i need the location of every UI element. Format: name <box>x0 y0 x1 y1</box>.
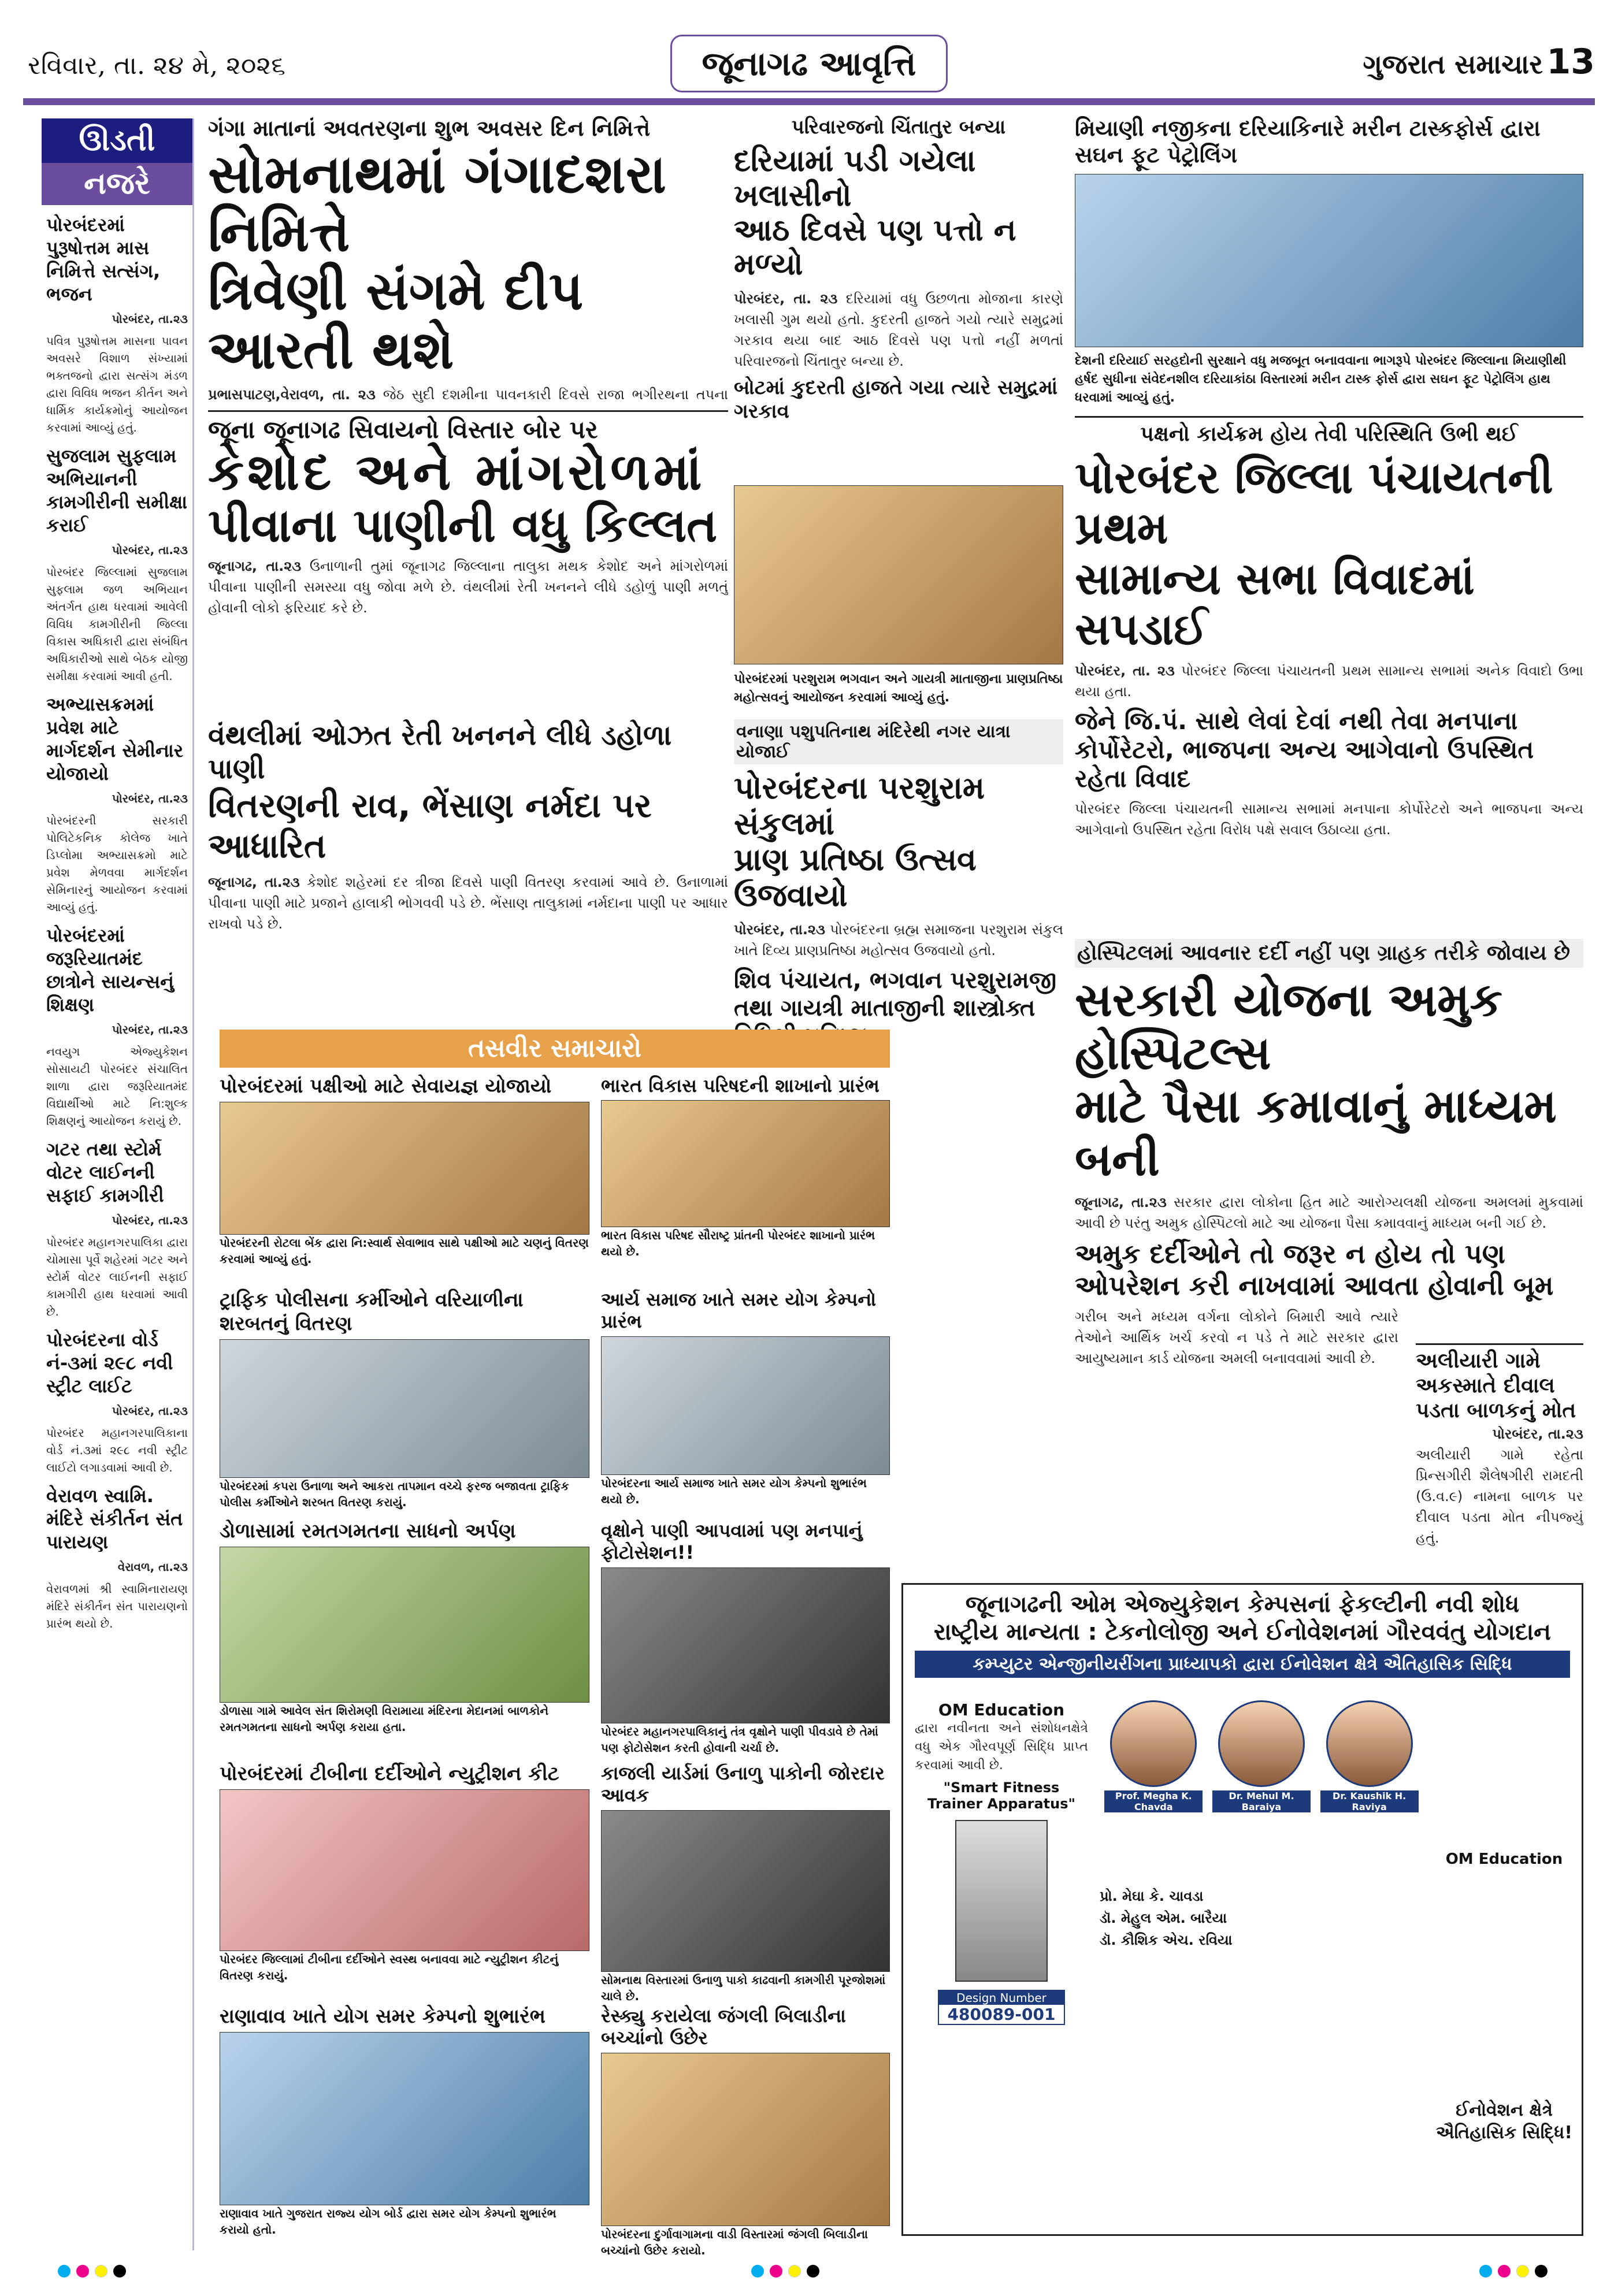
om-name: પ્રો. મેઘા કે. ચાવડા <box>1100 1888 1204 1904</box>
tasvir-middle-column <box>601 1075 890 2265</box>
story-headline: ત્રિવેણી સંગમે દીપ આરતી થશે <box>208 260 584 381</box>
tasvir-item <box>601 1075 890 1288</box>
tasvir-section-bar: તસવીર સમાચારો <box>220 1030 890 1068</box>
tasvir-item <box>601 1288 890 1519</box>
story-body <box>1075 660 1583 702</box>
tasvir-caption: પોરબંદરના આર્ય સમાજ ખાતે સમર યોગ કેમ્પનો શુભારંભ થયો છે. <box>601 1476 867 1506</box>
page-number: 13 <box>1546 42 1595 82</box>
yellow-dot <box>95 2265 107 2278</box>
sidebar-item <box>46 1328 188 1476</box>
tasvir-caption: પોરબંદરના દુર્ગાવાગામના વાડી વિસ્તારમાં જંગલી બિલાડીના બચ્ચાંનો ઉછેર કરાયો. <box>601 2227 868 2257</box>
tasvir-caption: રાણાવાવ ખાતે ગુજરાત રાજ્ય યોગ બોર્ડ દ્વારા સમર યોગ કેમ્પનો શુભારંભ કરાયો હતો. <box>220 2206 556 2236</box>
photo-yoga-camp <box>220 2032 589 2205</box>
story-headline: અલીયારી ગામે અકસ્માતે દીવાલ પડતા બાળકનું મોત <box>1416 1349 1576 1423</box>
story-text: અલીયારી ગામે રહેતા પ્રિન્સગીરી શૈલેષગીરી રામદતી (ઉ.વ.૯) નામના બાળક પર દીવાલ પડતા મોત નીપજ્યું હતું. <box>1416 1446 1583 1546</box>
photo-playground <box>220 1547 589 1703</box>
story-text: પોરબંદર જિલ્લા પંચાયતની સામાન્ય સભામાં મનપાના કોર્પોરેટરો અને ભાજપના અન્ય આગેવાનો ઉપસ્થિત રહેતા વિરોધ પક્ષે સવાલ ઉઠાવ્યા હતા. <box>1075 800 1583 838</box>
story-kicker: ગંગા માતાનાં અવતરણના શુભ અવસર દિન નિમિત્તે <box>208 116 651 141</box>
sidebar-item-head: સુજલામ સુફલામ અભિયાનની કામગીરીની સમીક્ષા કરાઈ <box>46 445 188 536</box>
print-dots-left <box>58 2265 126 2278</box>
tasvir-item <box>220 1075 589 1288</box>
om-left-title: OM Education <box>938 1700 1065 1719</box>
tasvir-title: કાજલી યાર્ડમાં ઉનાળુ પાકોની જોરદાર આવક <box>601 1762 885 1807</box>
design-number: 480089-001 <box>947 2005 1056 2024</box>
story-dateline: જૂનાગઢ, તા.૨૩ <box>1075 1194 1167 1210</box>
sidebar-item-text: વેરાવળમાં શ્રી સ્વામિનારાયણ મંદિરે સંકીર્તન સંત પારાયણનો પ્રારંભ થયો છે. <box>46 1582 188 1630</box>
sidebar-item-text: પોરબંદરની સરકારી પોલિટેકનિક કોલેજ ખાતે ડિપ્લોમા અભ્યાસક્રમો માટે પ્રવેશ મેળવવા માર્ગદર્શન સેમિનારનું આયોજન કરવામાં આવ્યું હતું. <box>46 813 188 914</box>
cyan-dot <box>58 2265 70 2278</box>
story-headline: દરિયામાં પડી ગયેલા ખલાસીનો <box>734 144 976 213</box>
photo-market-yard <box>601 1810 890 1972</box>
cyan-dot <box>751 2265 764 2278</box>
story-headline: પોરબંદર જિલ્લા પંચાયતની પ્રથમ <box>1075 452 1553 554</box>
sidebar-badge-top: ઊડતી <box>42 118 192 163</box>
story-kicker: જૂના જૂનાગઢ સિવાયનો વિસ્તાર બોર પર <box>208 415 598 444</box>
sidebar-item-head: અભ્યાસક્રમમાં પ્રવેશ માટે માર્ગદર્શન સેમીનાર યોજાયો <box>46 693 184 785</box>
design-number-box <box>938 1990 1065 2025</box>
apparatus-image <box>955 1820 1048 1982</box>
story-dateline: જૂનાગઢ, તા.૨૩ <box>208 874 300 891</box>
design-label: Design Number <box>939 1991 1064 2005</box>
story-text: કેશોદ શહેરમાં દર ત્રીજા દિવસે પાણી વિતરણ કરવામાં આવે છે. ઉનાળામાં પીવાના પાણી માટે પ્રજાને હાલાકી ભોગવવી પડે છે. ભેંસાણ તાલુકામાં નર્મદાના પાણી પર આધાર રાખવો પડે છે. <box>208 874 728 932</box>
sidebar-item-text: પવિત્ર પુરૂષોત્તમ માસના પાવન અવસરે વિશાળ સંખ્યામાં ભક્તજનો દ્વારા સત્સંગ મંડળ દ્વારા વિવિધ ભજન કીર્તન અને ધાર્મિક કાર્યક્રમોનું આયોજન કરવામાં આવ્યું હતું. <box>46 334 188 434</box>
sidebar-item-text: નવયુગ એજ્યુકેશન સોસાયટી પોરબંદર સંચાલિત શાળા દ્વારા જરૂરિયાતમંદ વિદ્યાર્થીઓ માટે નિ:શુલ્ક શિક્ષણનું આયોજન કરાયું છે. <box>46 1045 188 1128</box>
sidebar-item-head: પોરબંદરના વોર્ડ નં-૩માં ૨૯૮ નવી સ્ટ્રીટ લાઈટ <box>46 1329 173 1397</box>
magenta-dot <box>76 2265 89 2278</box>
sidebar-item-head: વેરાવળ સ્વામિ. મંદિરે સંકીર્તન સંત પારાયણ <box>46 1485 183 1553</box>
person-card <box>1104 1700 1203 1874</box>
story-hospital <box>1075 939 1583 1557</box>
sidebar-item-dateline: પોરબંદર, તા.૨૩ <box>112 543 188 557</box>
print-dots-right <box>1479 2265 1548 2278</box>
story-body <box>208 556 728 618</box>
person-name: Dr. Mehul M. Baraiya <box>1212 1790 1311 1812</box>
story-kicker: હોસ્પિટલમાં આવનાર દર્દી નહીં પણ ગ્રાહક તરીકે જોવાય છે <box>1075 939 1583 968</box>
story-headline: કેશોદ અને માંગરોળમાં <box>208 442 706 501</box>
person-card <box>1320 1700 1419 1874</box>
tasvir-caption: પોરબંદરમાં કપરા ઉનાળા અને આકરા તાપમાન વચ્ચે ફરજ બજાવતા ટ્રાફિક પોલીસ કર્મીઓને શરબત વિતરણ કરાયું. <box>220 1478 569 1509</box>
magenta-dot <box>1498 2265 1511 2278</box>
story-dateline: પોરબંદર, તા.૨૩ <box>734 922 826 938</box>
story-text: પોરબંદર જિલ્લા પંચાયતની પ્રથમ સામાન્ય સભામાં અનેક વિવાદો ઉભા થયા હતા. <box>1075 662 1583 700</box>
tasvir-item <box>220 1762 589 2005</box>
story-subhead: શિવ પંચાયત, ભગવાન પરશુરામજી તથા ગાયત્રી માતાજીની શાસ્ત્રોક્ત <box>734 967 1057 1022</box>
black-dot <box>807 2265 819 2278</box>
sidebar-item-dateline: પોરબંદર, તા.૨૩ <box>112 1404 188 1418</box>
story-subhead: જેને જિ.પં. સાથે લેવાં દેવાં નથી તેવા મનપાના કોર્પોરેટરો, ભાજપના અન્ય આગેવાનો ઉપસ્થિત રહેતા વિવાદ <box>1075 706 1534 793</box>
tasvir-title: રાણાવાવ ખાતે યોગ સમર કેમ્પનો શુભારંભ <box>220 2005 545 2028</box>
story-headline: પ્રાણ પ્રતિષ્ઠા ઉત્સવ ઉજવાયો <box>734 841 977 914</box>
tasvir-caption: પોરબંદર મહાનગરપાલિકાનું તંત્ર વૃક્ષોને પાણી પીવડાવે છે તેમાં પણ ફોટોસેશન કરતી હોવાની ચર્ચા છે. <box>601 1724 878 1755</box>
story-dateline: પોરબંદર, તા.૨૩ <box>1492 1425 1583 1442</box>
story-body <box>208 872 728 934</box>
photo-caption: દેશની દરિયાઈ સરહદોની સુરક્ષાને વધુ મજબૂત બનાવવાના ભાગરૂપે પોરબંદર જિલ્લાના મિયાણીથી હર્ષદ સુધીના સંવેદનશીલ દરિયાકાંઠા વિસ્તારમાં મરીન ટાસ્ક ફોર્સ દ્વારા સઘન ફૂટ પેટ્રોલિંગ હાથ ધરવામાં આવ્યું હતું. <box>1075 354 1567 406</box>
om-product-name: "Smart Fitness Trainer Apparatus" <box>927 1779 1076 1812</box>
story-body <box>208 385 728 404</box>
story-somnath <box>208 116 728 404</box>
yellow-dot <box>1516 2265 1529 2278</box>
om-strip: કમ્પ્યુટર એન્જીનીયરીંગના પ્રાધ્યાપકો દ્વારા ઈનોવેશન ક્ષેત્રે ઐતિહાસિક સિદ્ધિ <box>915 1651 1570 1678</box>
photo-tb-kit <box>220 1789 589 1951</box>
black-dot <box>113 2265 126 2278</box>
photo-birds <box>220 1102 589 1235</box>
magenta-dot <box>770 2265 782 2278</box>
om-subtitle: રાષ્ટ્રીય માન્યતા : ટેકનોલોજી અને ઈનોવેશનમાં ગૌરવવંતુ યોગદાન <box>934 1619 1551 1645</box>
tasvir-caption: ડોળાસા ગામે આવેલ સંત શિરોમણી વિરામાયા મંદિરના મેદાનમાં બાળકોને રમતગમતના સાધનો અર્પણ કરાયા હતા. <box>220 1703 549 1734</box>
tasvir-title: પોરબંદરમાં ટીબીના દર્દીઓને ન્યુટ્રીશન કીટ <box>220 1762 559 1785</box>
tasvir-title: ટ્રાફિક પોલીસના કર્મીઓને વરિયાળીના શરબતનું વિતરણ <box>220 1288 524 1335</box>
person-card <box>1212 1700 1311 1874</box>
story-headline: સામાન્ય સભા વિવાદમાં સપડાઈ <box>1075 552 1475 655</box>
story-text: સરકાર દ્વારા લોકોના હિત માટે આરોગ્યલક્ષી યોજના અમલમાં મુકવામાં આવી છે પરંતુ અમુક હોસ્પિટલો માટે આ યોજના પૈસા કમાવવાનું માધ્યમ બની ગઈ છે. <box>1075 1194 1583 1231</box>
story-headline: માટે પૈસા કમાવાનું માધ્યમ બની <box>1075 1079 1557 1186</box>
photo-bvp-launch <box>601 1100 890 1227</box>
sidebar-badge-bottom: નજરે <box>42 163 192 205</box>
om-left-text: દ્વારા નવીનતા અને સંશોધનક્ષેત્રે વધુ એક ગૌરવપૂર્ણ સિદ્ધિ પ્રાપ્ત કરવામાં આવી છે. <box>915 1721 1088 1773</box>
sidebar-item-dateline: વેરાવળ, તા.૨૩ <box>117 1560 188 1574</box>
tasvir-item <box>601 2005 890 2257</box>
sidebar-item <box>46 213 188 436</box>
sidebar-item <box>46 1138 188 1320</box>
om-title: જૂનાગઢની ઓમ એજ્યુકેશન કેમ્પસનાં ફેકલ્ટીની નવી શોધ <box>965 1591 1520 1618</box>
header-rule <box>23 98 1595 105</box>
story-text: પોરબંદરના બ્રહ્મ સમાજના પરશુરામ સંકુલ ખાતે દિવ્ય પ્રાણપ્રતિષ્ઠા મહોત્સવ ઉજવાયો હતો. <box>734 922 1063 959</box>
sidebar-item <box>46 693 188 916</box>
story-headline: સરકારી યોજના અમુક હોસ્પિટલ્સ <box>1075 973 1502 1080</box>
sidebar-item-head: પોરબંદરમાં જરૂરિયાતમંદ છાત્રોને સાયન્સનું શિક્ષણ <box>46 924 174 1016</box>
black-dot <box>1535 2265 1548 2278</box>
om-name: ડૉ. મેહુલ એમ. બારૈયા <box>1100 1910 1227 1926</box>
story-body <box>1075 1192 1583 1234</box>
photo-parshuram-event <box>734 485 1063 664</box>
tasvir-title: ડોળાસામાં રમતગમતના સાધનો અર્પણ <box>220 1519 516 1543</box>
sidebar-item-head: પોરબંદરમાં પુરૂષોત્તમ માસ નિમિત્તે સત્સંગ, ભજન <box>46 214 161 305</box>
om-people <box>1100 1700 1423 1874</box>
story-text: ઉનાળાની તુમાં જૂનાગઢ જિલ્લાના તાલુકા મથક કેશોદ અને માંગરોળમાં પીવાના પાણીની સમસ્યા વધુ જોવા મળે છે. વંથલીમાં રેતી ખનનને લીધે ડહોળું પાણી મળતું હોવાની લોકો ફરિયાદ કરે છે. <box>208 558 728 616</box>
story-headline: વિતરણની રાવ, ભેંસાણ નર્મદા પર આધારિત <box>208 786 652 865</box>
photo-caption: પોરબંદરમાં પરશુરામ ભગવાન અને ગાયત્રી માતાજીના પ્રાણપ્રતિષ્ઠા મહોત્સવનું આયોજન કરવામાં આવ્યું હતું. <box>734 672 1063 705</box>
tasvir-title: વૃક્ષોને પાણી આપવામાં પણ મનપાનું ફોટોસેશન!! <box>601 1519 863 1564</box>
om-footer: ઈનોવેશન ક્ષેત્રે ઐતિહાસિક સિદ્ધિ! <box>1435 2100 1573 2143</box>
tasvir-caption: પોરબંદર જિલ્લામાં ટીબીના દર્દીઓને સ્વસ્થ બનાવવા માટે ન્યુટ્રીશન કીટનું વિતરણ કરાયું. <box>220 1952 559 1982</box>
om-names <box>1100 1885 1423 1951</box>
story-dateline: જૂનાગઢ, તા.૨૩ <box>208 558 302 574</box>
story-subhead: અમુક દર્દીઓને તો જરૂર ન હોય તો પણ ઓપરેશન કરી નાખવામાં આવતા હોવાની બૂમ <box>1075 1238 1554 1302</box>
om-name: ડૉ. કૌશિક એચ. રવિયા <box>1100 1932 1233 1948</box>
story-aliyari <box>1416 1343 1583 1551</box>
story-subhead: બોટમાં કુદરતી હાજતે ગયા ત્યારે સમુદ્રમાં ગરકાવ <box>734 376 1058 423</box>
sidebar-item-dateline: પોરબંદર, તા.૨૩ <box>112 312 188 326</box>
om-right-column <box>1435 1700 1574 2144</box>
tasvir-item <box>220 2005 589 2247</box>
tasvir-item <box>601 1762 890 2005</box>
brand-name: ગુજરાત સમાચાર <box>1363 49 1543 80</box>
om-right-title: OM Education <box>1445 1851 1563 1868</box>
tasvir-title: રેસ્ક્યુ કરાયેલા જંગલી બિલાડીના બચ્ચાંનો ઉછેર <box>601 2005 846 2049</box>
sidebar-item-dateline: પોરબંદર, તા.૨૩ <box>112 1023 188 1036</box>
tasvir-left-column <box>220 1075 589 2265</box>
person-photo <box>1326 1700 1413 1787</box>
sidebar-item <box>46 1484 188 1632</box>
story-kicker: પક્ષનો કાર્યક્રમ હોય તેવી પરિસ્થિતિ ઉભી થઈ <box>1075 416 1583 447</box>
story-kicker: વનાણા પશુપતિનાથ મંદિરેથી નગર યાત્રા યોજાઈ <box>734 719 1063 764</box>
print-dots-center <box>751 2265 819 2278</box>
photo-wildcat-cubs <box>601 2053 890 2226</box>
story-headline: સોમનાથમાં ગંગાદશરા નિમિત્તે <box>208 143 666 264</box>
photo-marine-patrol <box>1075 174 1583 347</box>
sidebar-item-text: પોરબંદર જિલ્લામાં સુજલામ સુફલામ જળ અભિયાન અંતર્ગત હાથ ધરવામાં આવેલી વિવિધ કામગીરીની જિલ્લા વિકાસ અધિકારી દ્વારા સંબંધિત અધિકારીઓ સાથે બેઠક યોજી સમીક્ષા કરવામાં આવી હતી. <box>46 565 188 683</box>
tasvir-caption: ભારત વિકાસ પરિષદ સૌરાષ્ટ્ર પ્રાંતની પોરબંદર શાખાનો પ્રારંભ થયો છે. <box>601 1228 875 1259</box>
sidebar-item-text: પોરબંદર મહાનગરપાલિકા દ્વારા ચોમાસા પૂર્વે શહેરમાં ગટર અને સ્ટોર્મ વોટર લાઈનની સફાઈ કામગીરી હાથ ધરવામાં આવી છે. <box>46 1235 188 1318</box>
tasvir-caption: પોરબંદરની રોટલા બેંક દ્વારા નિ:સ્વાર્થ સેવાભાવ સાથે પક્ષીઓ માટે ચણનું વિતરણ કરવામાં આવ્યું હતું. <box>220 1235 589 1266</box>
story-dateline: પોરબંદર, તા. ૨૩ <box>734 291 838 307</box>
story-headline: વંથલીમાં ઓઝત રેતી ખનનને લીધે ડહોળા પાણી <box>208 719 672 785</box>
story-khalasi <box>734 116 1063 714</box>
story-vanthali <box>208 719 728 1020</box>
tasvir-item <box>220 1288 589 1519</box>
cyan-dot <box>1479 2265 1492 2278</box>
sidebar-item-head: ગટર તથા સ્ટોર્મ વોટર લાઈનની સફાઈ કામગીરી <box>46 1138 164 1206</box>
person-photo <box>1110 1700 1197 1787</box>
person-name: Dr. Kaushik H. Raviya <box>1320 1790 1419 1812</box>
story-headline: પીવાના પાણીની વધુ કિલ્લત <box>208 498 718 552</box>
sidebar-item-dateline: પોરબંદર, તા.૨૩ <box>112 1213 188 1227</box>
story-body <box>734 919 1063 961</box>
sidebar-item-text: પોરબંદર મહાનગરપાલિકાના વોર્ડ નં.૩માં ૨૯૮ નવી સ્ટ્રીટ લાઈટો લગાડવામાં આવી છે. <box>46 1426 188 1474</box>
tasvir-item <box>220 1519 589 1762</box>
tasvir-caption: સોમનાથ વિસ્તારમાં ઉનાળુ પાકો કાઢવાની કામગીરી પૂરજોશમાં ચાલે છે. <box>601 1972 886 2003</box>
person-photo <box>1218 1700 1305 1787</box>
story-text: જેઠ સુદી દશમીના પાવનકારી દિવસે રાજા ભગીરથના તપના <box>383 386 728 403</box>
story-headline: પોરબંદરના પરશુરામ સંકુલમાં <box>734 770 985 842</box>
sidebar-brief <box>42 118 194 2250</box>
tasvir-title: પોરબંદરમાં પક્ષીઓ માટે સેવાયજ્ઞ યોજાયો <box>220 1075 552 1098</box>
story-panchayat <box>1075 416 1583 936</box>
tasvir-title: ભારત વિકાસ પરિષદની શાખાનો પ્રારંભ <box>601 1075 879 1097</box>
story-text: ગરીબ અને મધ્યમ વર્ગના લોકોને બિમારી આવે ત્યારે તેઓને આર્થિક ખર્ચ કરવો ન પડે તે માટે સરકાર દ્વારા આયુષ્યમાન કાર્ડ યોજના અમલી બનાવવામાં આવી છે. <box>1075 1309 1398 1367</box>
photo-arya-samaj-yoga <box>601 1336 890 1475</box>
yellow-dot <box>788 2265 801 2278</box>
sidebar-item <box>46 924 188 1130</box>
edition-title: જૂનાગઢ આવૃત્તિ <box>670 35 948 92</box>
person-name: Prof. Megha K. Chavda <box>1104 1790 1203 1812</box>
sidebar-item <box>46 444 188 685</box>
photo-tree-watering <box>601 1567 890 1723</box>
story-kicker: પરિવારજનો ચિંતાતુર બન્યા <box>791 116 1006 139</box>
story-marine <box>1075 116 1583 404</box>
om-education-feature <box>901 1583 1583 2236</box>
story-dateline: પ્રભાસપાટણ,વેરાવળ, તા. ૨૩ <box>208 386 376 403</box>
story-keshod <box>208 410 728 714</box>
issue-date: રવિવાર, તા. ૨૪ મે, ૨૦૨૬ <box>28 51 285 80</box>
tasvir-item <box>601 1519 890 1762</box>
story-body <box>734 288 1063 371</box>
tasvir-title: આર્ય સમાજ ખાતે સમર યોગ કેમ્પનો પ્રારંભ <box>601 1288 877 1333</box>
sidebar-item-dateline: પોરબંદર, તા.૨૩ <box>112 792 188 805</box>
photo-traffic-police <box>220 1339 589 1478</box>
story-text: દરિયામાં વધુ ઉછળતા મોજાના કારણે ખલાસી ગુમ થયો હતો. કુદરતી હાજતે ગયો ત્યારે સમુદ્રમાં ગરકાવ થયા બાદ આઠ દિવસે પણ પત્તો નહીં મળતાં પરિવારજનો ચિંતાતુર બન્યા છે. <box>734 291 1063 370</box>
sidebar-list <box>42 213 192 1632</box>
om-left-column <box>915 1700 1088 2025</box>
story-headline: મિયાણી નજીકના દરિયાકિનારે મરીન ટાસ્કફોર્સ દ્વારા સઘન ફૂટ પેટ્રોલિંગ <box>1075 116 1541 168</box>
story-dateline: પોરબંદર, તા. ૨૩ <box>1075 662 1175 679</box>
story-headline: આઠ દિવસે પણ પત્તો ન મળ્યો <box>734 213 1016 283</box>
